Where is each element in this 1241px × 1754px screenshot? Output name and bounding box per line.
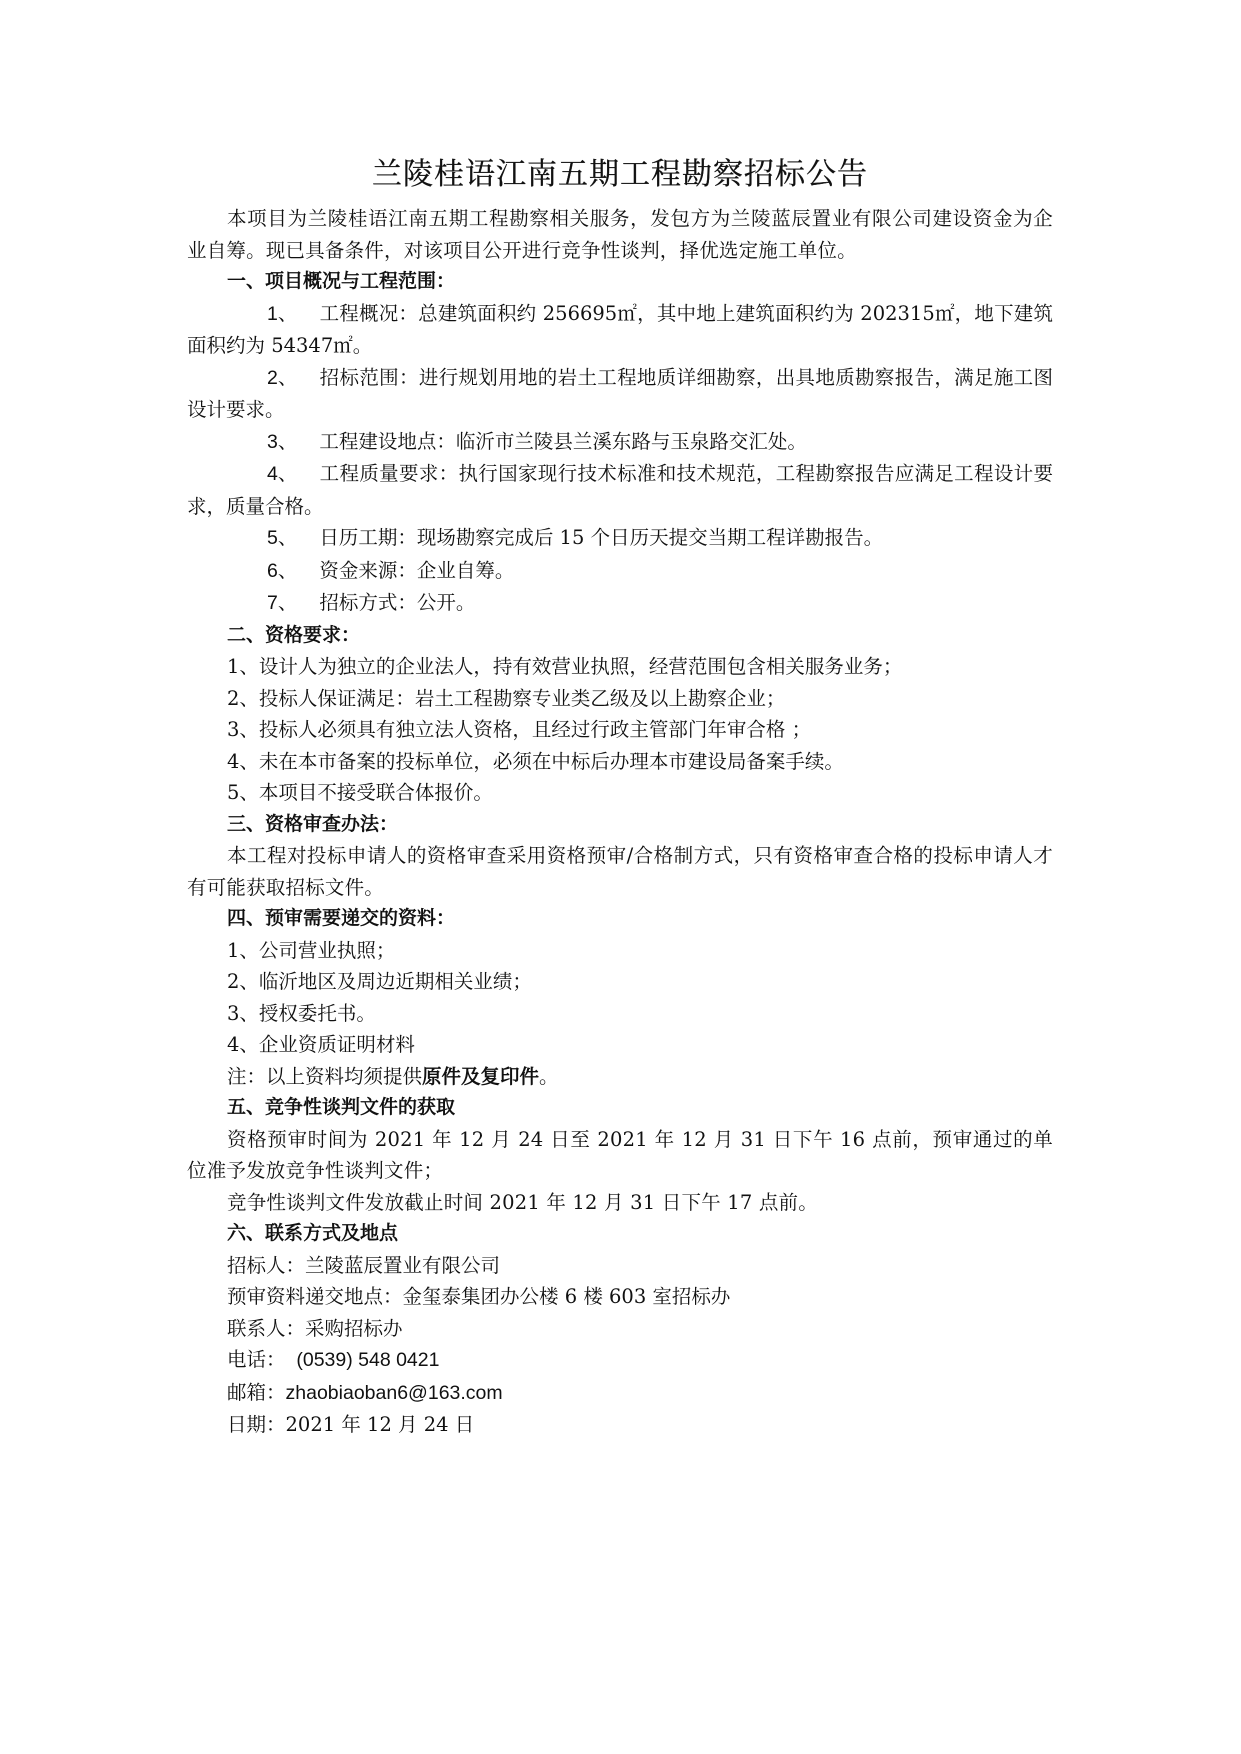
section-heading: 四、预审需要递交的资料： [227, 907, 456, 929]
materials-note: 注：以上资料均须提供原件及复印件。 [227, 1064, 559, 1088]
list-item: 5、本项目不接受联合体报价。 [227, 781, 493, 804]
list-item: 3、投标人必须具有独立法人资格，且经过行政主管部门年审合格 ； [227, 718, 812, 741]
section-heading: 一、项目概况与工程范围： [227, 270, 456, 292]
list-item: 4、企业资质证明材料 [227, 1033, 415, 1056]
section-project-overview [187, 266, 1053, 620]
list-item: 1、设计人为独立的企业法人，持有效营业执照，经营范围包含相关服务业务； [227, 655, 903, 678]
list-item: 3、授权委托书。 [227, 1001, 376, 1025]
note-emphasis: 原件及复印件 [422, 1064, 540, 1088]
list-item: 7、 招标方式：公开。 [267, 591, 476, 614]
section-paragraph: 资格预审时间为 2021 年 12 月 24 日至 2021 年 12 月 31 日下午 16 点前，预审通过的单位准予发放竞争性谈判文件； [187, 1127, 1053, 1182]
section-contact-info [187, 1218, 1053, 1441]
list-item: 1、公司营业执照； [227, 938, 396, 962]
section-heading: 二、资格要求： [227, 623, 361, 646]
intro-paragraph: 本项目为兰陵桂语江南五期工程勘察相关服务，发包方为兰陵蓝辰置业有限公司建设资金为企业自筹。现已具备条件，对该项目公开进行竞争性谈判，择优选定施工单位。 [187, 207, 1053, 262]
section-heading: 五、竞争性谈判文件的获取 [227, 1096, 456, 1118]
section-heading: 三、资格审查办法： [227, 812, 399, 835]
list-item: 1、 工程概况：总建筑面积约 256695㎡，其中地上建筑面积约为 202315㎡，地下建筑面积约为 54347㎡。 [187, 301, 1053, 357]
list-item: 5、 日历工期：现场勘察完成后 15 个日历天提交当期工程详勘报告。 [267, 526, 884, 549]
section-qualification-review [187, 809, 1053, 904]
list-item: 2、投标人保证满足：岩土工程勘察专业类乙级及以上勘察企业； [227, 686, 786, 710]
section-paragraph: 本工程对投标申请人的资格审查采用资格预审/合格制方式，只有资格审查合格的投标申请人才有可能获取招标文件。 [187, 844, 1053, 899]
list-item: 2、 招标范围：进行规划用地的岩土工程地质详细勘察，出具地质勘察报告，满足施工图设计要求。 [187, 365, 1053, 421]
contact-date: 日期：2021 年 12 月 24 日 [227, 1413, 475, 1436]
list-item: 2、临沂地区及周边近期相关业绩； [227, 970, 532, 993]
section-document-acquisition [187, 1092, 1053, 1218]
section-heading: 六、联系方式及地点 [227, 1222, 399, 1244]
list-item: 4、 工程质量要求：执行国家现行技术标准和技术规范，工程勘察报告应满足工程设计要求，质量合格。 [187, 462, 1053, 518]
contact-person: 联系人：采购招标办 [227, 1316, 403, 1340]
list-item: 6、 资金来源：企业自筹。 [267, 558, 515, 582]
document-page [187, 155, 1053, 1441]
section-required-materials [187, 903, 1053, 1092]
list-item: 4、未在本市备案的投标单位，必须在中标后办理本市建设局备案手续。 [227, 749, 844, 773]
document-title: 兰陵桂语江南五期工程勘察招标公告 [372, 157, 868, 192]
section-qualification-requirements [187, 620, 1053, 809]
list-item: 3、 工程建设地点：临沂市兰陵县兰溪东路与玉泉路交汇处。 [267, 429, 807, 453]
contact-submission-location: 预审资料递交地点：金玺泰集团办公楼 6 楼 603 室招标办 [227, 1285, 731, 1308]
contact-tenderer: 招标人：兰陵蓝辰置业有限公司 [227, 1253, 501, 1277]
contact-phone: 电话： (0539) 548 0421 [227, 1348, 440, 1371]
section-paragraph: 竞争性谈判文件发放截止时间 2021 年 12 月 31 日下午 17 点前。 [227, 1190, 818, 1214]
contact-email: 邮箱：zhaobiaoban6@163.com [227, 1380, 503, 1404]
